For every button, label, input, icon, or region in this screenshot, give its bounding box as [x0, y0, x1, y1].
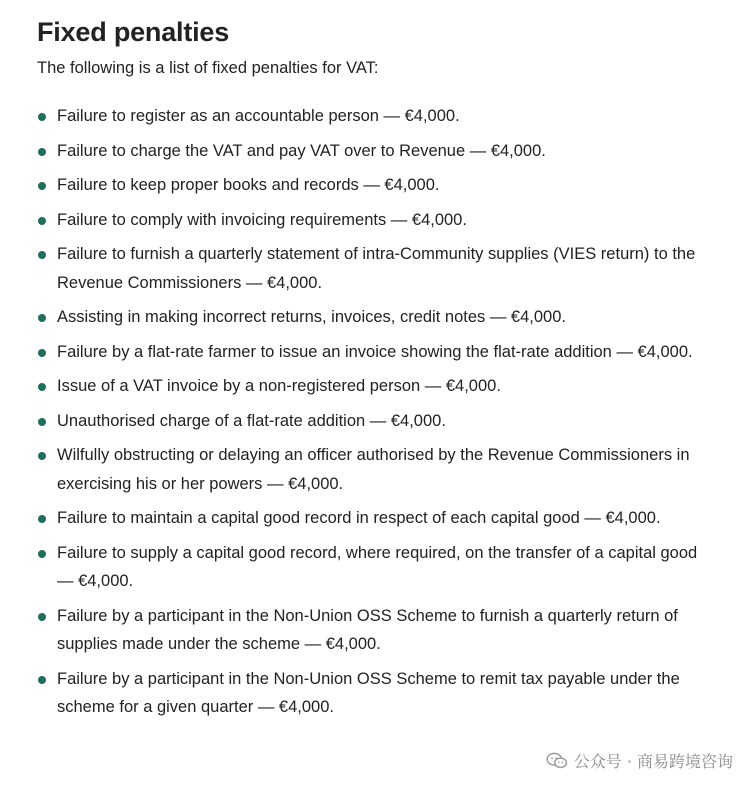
- list-item-text: Failure to comply with invoicing requirements — €4,000.: [57, 210, 467, 229]
- list-item: [37, 171, 717, 200]
- bullet-icon: [38, 676, 46, 684]
- bullet-icon: [38, 418, 46, 426]
- list-item-text: Wilfully obstructing or delaying an officer authorised by the Revenue Commissioners in exercising his or her powers — €4,000.: [57, 446, 690, 493]
- list-item-text: Failure by a participant in the Non-Union OSS Scheme to furnish a quarterly return of supplies made under the scheme — €4,000.: [57, 606, 678, 653]
- bullet-icon: [38, 314, 46, 322]
- bullet-icon: [38, 515, 46, 523]
- list-item-text: Failure to supply a capital good record, where required, on the transfer of a capital good — €4,000.: [57, 543, 698, 590]
- list-item: [37, 665, 717, 722]
- bullet-icon: [38, 613, 46, 621]
- bullet-icon: [38, 550, 46, 558]
- bullet-icon: [38, 148, 46, 156]
- list-item: [37, 240, 717, 297]
- bullet-icon: [38, 217, 46, 225]
- list-item: [37, 407, 717, 436]
- list-item: [37, 602, 717, 659]
- list-item-text: Failure by a flat-rate farmer to issue an invoice showing the flat-rate addition — €4,000.: [57, 342, 693, 361]
- list-item-text: Failure by a participant in the Non-Union OSS Scheme to remit tax payable under the scheme for a given quarter — €4,000.: [57, 669, 680, 716]
- list-item: [37, 539, 717, 596]
- list-item: [37, 504, 717, 533]
- list-item: [37, 372, 717, 401]
- wechat-icon: [546, 752, 568, 770]
- list-item: [37, 102, 717, 131]
- list-item: [37, 137, 717, 166]
- bullet-icon: [38, 182, 46, 190]
- penalties-section: [37, 14, 717, 728]
- bullet-icon: [38, 383, 46, 391]
- bullet-icon: [38, 113, 46, 121]
- list-item-text: Failure to register as an accountable person — €4,000.: [57, 107, 460, 125]
- list-item: [37, 441, 717, 498]
- bullet-icon: [38, 251, 46, 259]
- list-item-text: Unauthorised charge of a flat-rate addition — €4,000.: [57, 411, 446, 430]
- list-item-text: Issue of a VAT invoice by a non-registered person — €4,000.: [57, 377, 501, 395]
- section-intro: The following is a list of fixed penalties for VAT:: [37, 59, 379, 77]
- list-item-text: Failure to charge the VAT and pay VAT over to Revenue — €4,000.: [57, 141, 546, 160]
- list-item: [37, 338, 717, 367]
- list-item: [37, 206, 717, 235]
- list-item: [37, 303, 717, 332]
- list-item-text: Failure to keep proper books and records — €4,000.: [57, 176, 440, 194]
- section-title: Fixed penalties: [37, 17, 230, 47]
- list-item-text: Assisting in making incorrect returns, invoices, credit notes — €4,000.: [57, 308, 566, 326]
- list-item-text: Failure to maintain a capital good record in respect of each capital good — €4,000.: [57, 509, 661, 527]
- list-item-text: Failure to furnish a quarterly statement of intra-Community supplies (VIES return) to the Revenue Commissioners — €4,000.: [57, 245, 696, 292]
- penalties-list: [37, 102, 717, 722]
- bullet-icon: [38, 452, 46, 460]
- watermark-text: 公众号 · 商易跨境咨询: [573, 752, 733, 771]
- watermark: [546, 749, 733, 772]
- bullet-icon: [38, 349, 46, 357]
